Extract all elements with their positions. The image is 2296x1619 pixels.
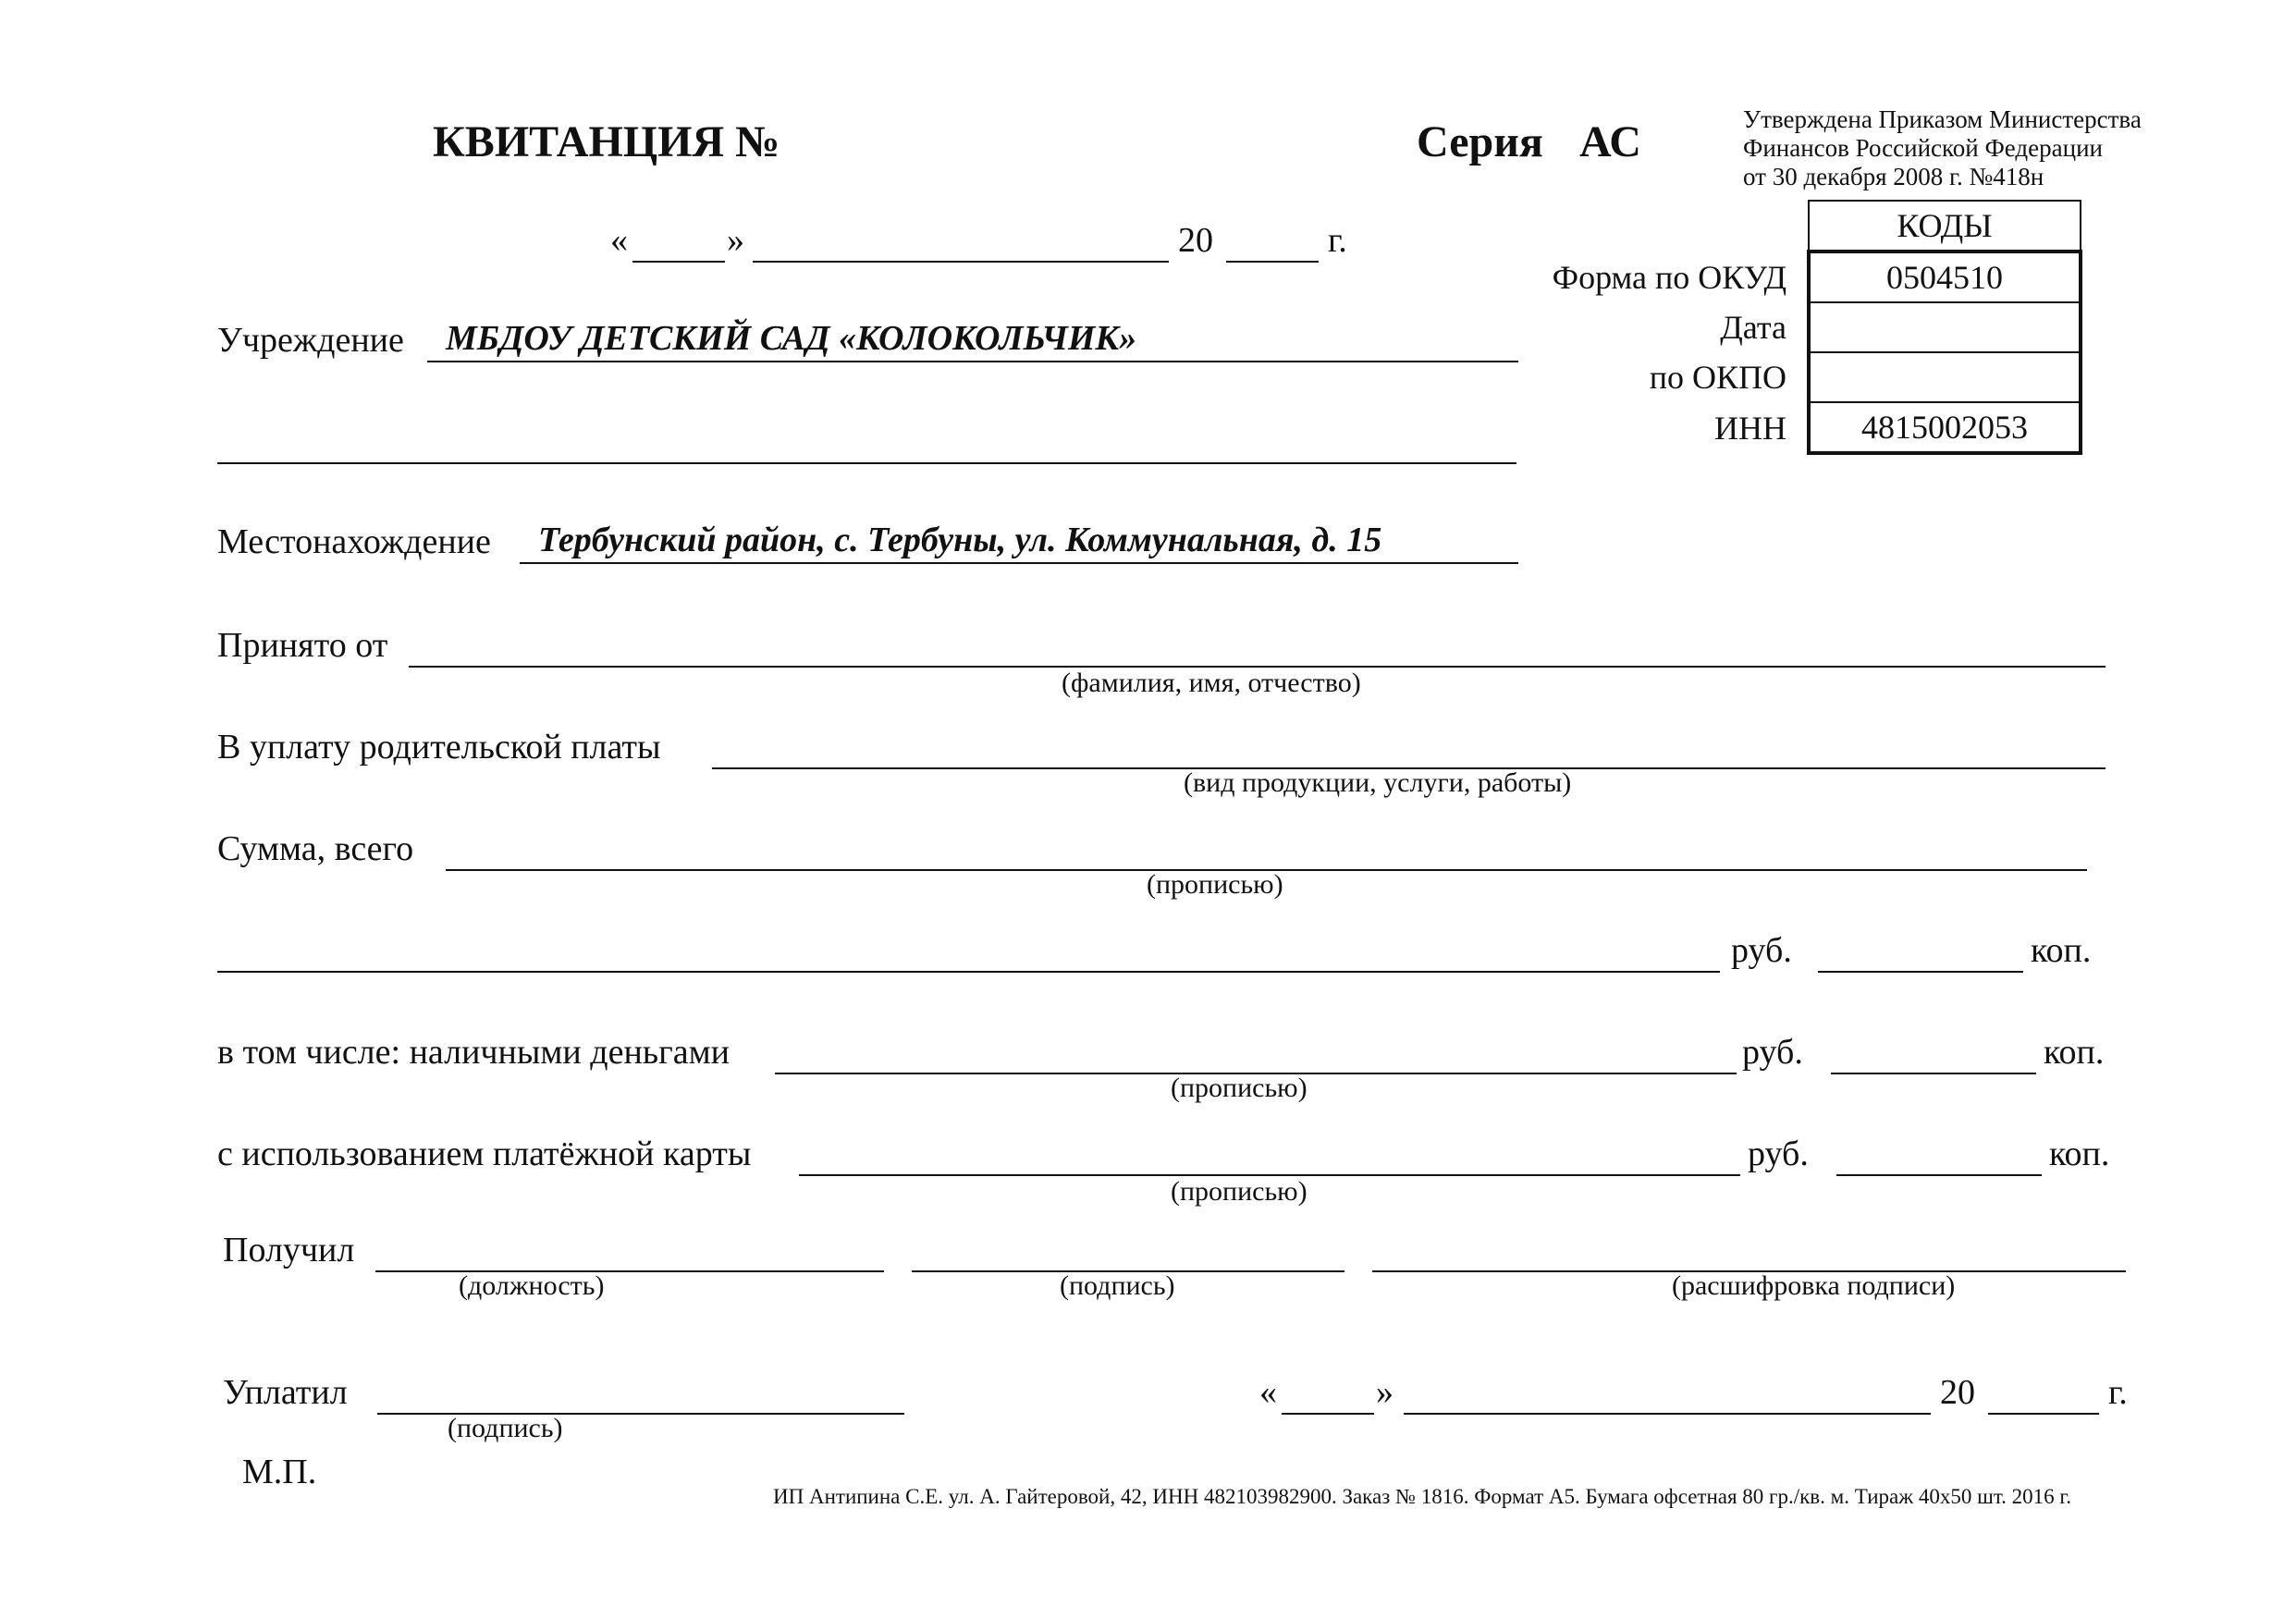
date-year-field[interactable]: [1226, 261, 1319, 263]
date-year-suffix: г.: [1328, 221, 1347, 260]
card-kop-field[interactable]: [1836, 1174, 2042, 1176]
code-label-okud: Форма по ОКУД: [1552, 258, 1786, 296]
date-open-quote: «: [610, 221, 628, 260]
codes-header: КОДЫ: [1809, 201, 2081, 251]
total-kop-field[interactable]: [1818, 971, 2023, 973]
card-rub-label: руб.: [1748, 1135, 1809, 1173]
total-kop-label: коп.: [2031, 931, 2092, 970]
paid-date-year-prefix: 20: [1940, 1373, 1975, 1412]
receipt-title: КВИТАНЦИЯ №: [433, 117, 780, 166]
paid-date-open-quote: «: [1259, 1373, 1277, 1412]
code-label-okpo: по ОКПО: [1649, 359, 1786, 396]
card-hint: (прописью): [1171, 1176, 1308, 1207]
cash-kop-label: коп.: [2044, 1033, 2105, 1072]
received-by-decoding-hint: (расшифровка подписи): [1672, 1270, 1956, 1301]
received-by-position-field[interactable]: [375, 1270, 884, 1272]
code-value-okpo[interactable]: [1809, 352, 2081, 402]
code-value-inn[interactable]: 4815002053: [1809, 402, 2081, 453]
code-value-date[interactable]: [1809, 302, 2081, 352]
paid-date-month-field[interactable]: [1404, 1413, 1931, 1415]
received-from-label: Принято от: [217, 626, 388, 665]
location-value: Тербунский район, с. Тербуны, ул. Коммунальная, д. 15: [538, 521, 1382, 559]
approval-line-2: Финансов Российской Федерации: [1743, 134, 2103, 162]
paid-date-day-field[interactable]: [1282, 1413, 1374, 1415]
institution-field-2[interactable]: [217, 462, 1516, 464]
location-label: Местонахождение: [217, 522, 491, 561]
code-label-inn: ИНН: [1714, 409, 1786, 447]
total-label: Сумма, всего: [217, 829, 414, 868]
date-year-prefix: 20: [1178, 221, 1213, 260]
total-rub-field[interactable]: [217, 971, 1720, 973]
cash-rub-label: руб.: [1742, 1033, 1803, 1072]
paid-date-close-quote: »: [1376, 1373, 1394, 1412]
stamp-place: М.П.: [242, 1453, 317, 1491]
code-label-date: Дата: [1720, 309, 1786, 346]
paid-signature-hint: (подпись): [448, 1413, 563, 1443]
date-close-quote: »: [727, 221, 744, 260]
received-by-position-hint: (должность): [459, 1270, 605, 1301]
total-rub-label: руб.: [1731, 931, 1792, 970]
code-value-okud[interactable]: 0504510: [1809, 251, 2081, 302]
paid-date-year-suffix: г.: [2108, 1373, 2128, 1412]
payment-for-label: В уплату родительской платы: [217, 728, 661, 767]
card-label: с использованием платёжной карты: [217, 1135, 752, 1173]
received-from-hint: (фамилия, имя, отчество): [1062, 668, 1361, 698]
codes-table: [1491, 200, 2082, 455]
paid-label: Уплатил: [223, 1373, 348, 1412]
approval-line-1: Утверждена Приказом Министерства: [1743, 105, 2142, 133]
cash-hint: (прописью): [1171, 1073, 1308, 1103]
received-by-label: Получил: [223, 1231, 355, 1269]
cash-label: в том числе: наличными деньгами: [217, 1033, 730, 1072]
date-day-field[interactable]: [632, 261, 725, 263]
institution-label: Учреждение: [217, 321, 404, 360]
series-value: АС: [1579, 117, 1641, 166]
approval-line-3: от 30 декабря 2008 г. №418н: [1743, 163, 2044, 190]
institution-value: МБДОУ ДЕТСКИЙ САД «КОЛОКОЛЬЧИК»: [446, 319, 1137, 358]
card-kop-label: коп.: [2049, 1135, 2110, 1173]
cash-kop-field[interactable]: [1831, 1073, 2036, 1074]
payment-for-hint: (вид продукции, услуги, работы): [1184, 767, 1572, 798]
received-by-signature-hint: (подпись): [1060, 1270, 1175, 1301]
print-info-footer: ИП Антипина С.Е. ул. А. Гайтеровой, 42, ИНН 482103982900. Заказ № 1816. Формат А5. Бумага офсетная 80 гр./кв. м. Тираж 40х50 шт. 2016 г.: [773, 1485, 2071, 1508]
institution-field[interactable]: [427, 361, 1518, 362]
series-label: Серия: [1417, 117, 1543, 166]
location-field[interactable]: [520, 562, 1518, 564]
date-month-field[interactable]: [753, 261, 1169, 263]
paid-date-year-field[interactable]: [1988, 1413, 2099, 1415]
total-hint: (прописью): [1147, 869, 1283, 900]
